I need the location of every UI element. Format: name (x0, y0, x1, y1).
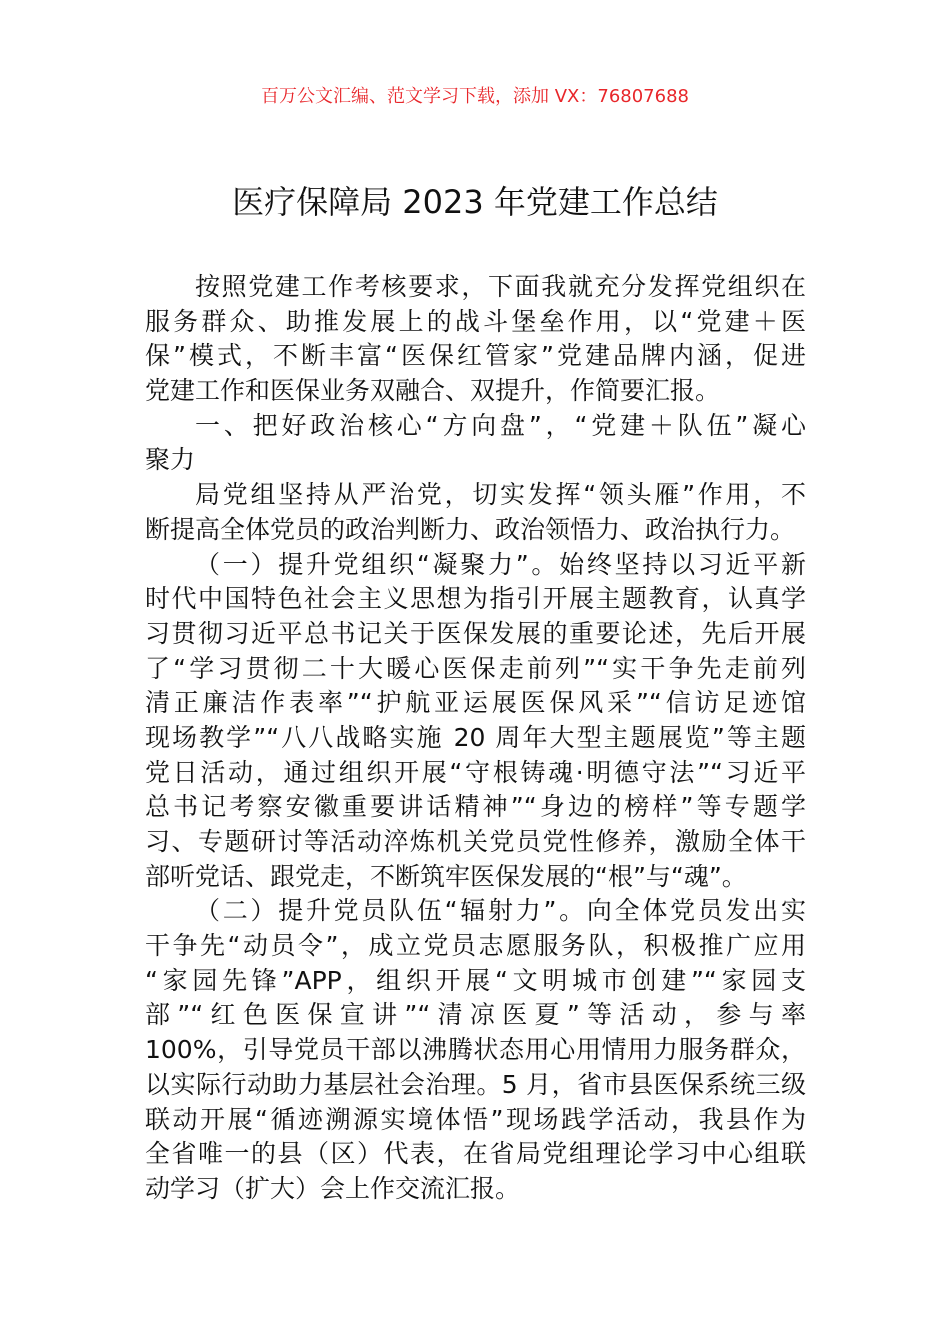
text-line: 干争先“动员令”，成立党员志愿服务队，积极推广应用 (145, 931, 806, 961)
text-line: （一）提升党组织“凝聚力”。始终坚持以习近平新 (195, 549, 806, 579)
text-line: 时代中国特色社会主义思想为指引开展主题教育，认真学 (145, 584, 806, 614)
text-line: 总书记考察安徽重要讲话精神”“身边的榜样”等专题学 (145, 792, 806, 822)
text-line: 断提高全体党员的政治判断力、政治领悟力、政治执行力。 (145, 514, 796, 544)
text-line: 部”“红色医保宣讲”“清凉医夏”等活动，参与率 (145, 1000, 806, 1030)
text-line: 清正廉洁作表率”“护航亚运展医保风采”“信访足迹馆 (145, 688, 806, 718)
paragraph (145, 409, 806, 478)
text-line: “家园先锋”APP，组织开展“文明城市创建”“家园支 (145, 965, 806, 995)
text-line: 现场教学”“八八战略实施 20 周年大型主题展览”等主题 (145, 722, 806, 752)
text-line: 保”模式，不断丰富“医保红管家”党建品牌内涵，促进 (145, 341, 806, 371)
text-line: 以实际行动助力基层社会治理。5 月，省市县医保系统三级 (145, 1069, 806, 1099)
text-line: 党建工作和医保业务双融合、双提升，作简要汇报。 (145, 376, 721, 406)
text-line: 按照党建工作考核要求，下面我就充分发挥党组织在 (195, 272, 806, 301)
text-line: 100%，引导党员干部以沸腾状态用心用情用力服务群众， (145, 1035, 806, 1065)
text-line: 动学习（扩大）会上作交流汇报。 (145, 1173, 521, 1203)
text-line: 局党组坚持从严治党，切实发挥“领头雁”作用，不 (195, 480, 806, 510)
text-line: 全省唯一的县（区）代表，在省局党组理论学习中心组联 (145, 1139, 806, 1169)
paragraph (145, 270, 806, 409)
paragraph (145, 894, 806, 1206)
text-line: 了“学习贯彻二十大暖心医保走前列”“实干争先走前列 (145, 653, 806, 683)
text-line: 联动开展“循迹溯源实境体悟”现场践学活动，我县作为 (145, 1104, 806, 1134)
paragraph (145, 548, 806, 895)
text-line: 聚力 (145, 445, 196, 475)
text-line: 习贯彻习近平总书记关于医保发展的重要论述，先后开展 (145, 618, 806, 648)
text-line: （二）提升党员队伍“辐射力”。向全体党员发出实 (195, 896, 806, 926)
paragraph (145, 478, 806, 547)
text-line: 一、把好政治核心“方向盘”，“党建＋队伍”凝心 (195, 410, 806, 440)
text-line: 习、专题研讨等活动淬炼机关党员党性修养，激励全体干 (145, 827, 806, 856)
text-line: 党日活动，通过组织开展“守根铸魂·明德守法”“习近平 (145, 757, 806, 787)
document-title: 医疗保障局 2023 年党建工作总结 (232, 183, 718, 221)
text-line: 服务群众、助推发展上的战斗堡垒作用，以“党建＋医 (145, 306, 806, 336)
text-line: 部听党话、跟党走，不断筑牢医保发展的“根”与“魂”。 (145, 861, 747, 891)
watermark-contact: 百万公文汇编、范文学习下载，添加 VX：76807688 (261, 86, 689, 107)
document-body (145, 270, 806, 1207)
